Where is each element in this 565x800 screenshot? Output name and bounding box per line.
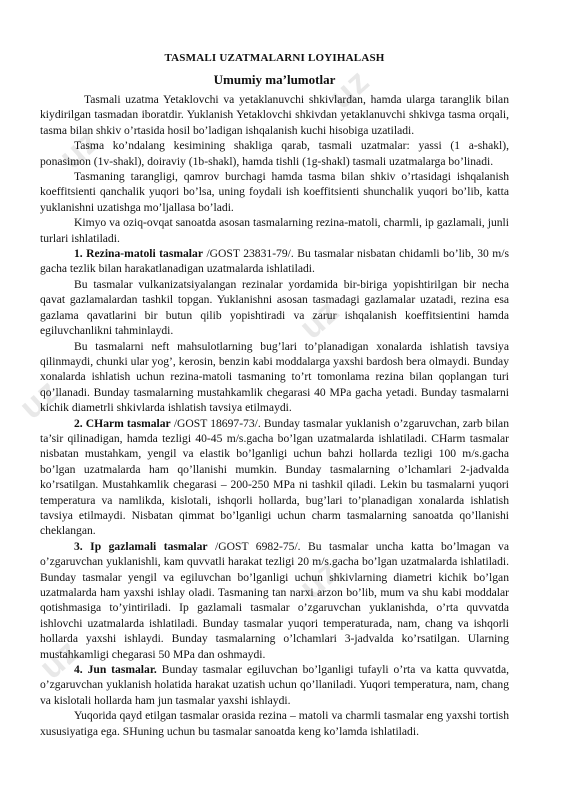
paragraph-conclusion: Yuqorida qayd etilgan tasmalar orasida rezina – matoli va charmli tasmalar eng yaxshi tortish xususiyatiga ega. SHuning uchun bu tasmalar sanoatda keng ko’lamda ishlatiladi. [40, 709, 509, 738]
paragraph-classification: Tasma ko’ndalang kesimining shakliga qarab, tasmali uzatmalar: yassi (1 a-shakl), ponasimon (1v-shakl), doiraviy (1b-shakl), hamda tishli (1g-shakl) tasmali uzatmalarga bo’linadi. [40, 139, 509, 168]
paragraph-cotton [40, 539, 509, 662]
item-heading: 2. CHarm tasmalar [74, 416, 171, 430]
watermark-text: uz [12, 371, 68, 427]
paragraph-wool [40, 662, 509, 708]
paragraph-rubber-structure: Bu tasmalar vulkanizatsiyalangan rezinalar yordamida bir-biriga yopishtirilgan bir necha qavat gazlamalardan tashkil topgan. Yuklanishni asosan tasmadagi gazlamalar uzatadi, rezina esa gazlama qavatlarini bir butun qilib yopishtiradi va zarur ishqalanish koeffitsientini hamda egiluvchanlikni tahminlaydi. [40, 277, 509, 338]
item-text: /GOST 23831-79/. Bu tasmalar nisbatan chidamli bo’lib, 30 m/s gacha tezlik bilan harakatlanadigan uzatmalarda ishlatiladi. [40, 247, 510, 276]
document-title: TASMALI UZATMALARNI LOYIHALASH [164, 52, 385, 64]
item-heading: 4. Jun tasmalar. [74, 663, 157, 677]
paragraph-rubber-usage: Bu tasmalarni neft mahsulotlarning bug’lari to’planadigan xonalarda ishlatish tavsiya qilinmaydi, chunki ular yog’, kerosin, benzin kabi moddalarga yaxshi bardosh bera olmaydi. Bunday xonalarda ishlatish uchun rezina-matoli tasmaning to’rt tomonlama rezina bilan qoplangan turi qo’llanadi. Bunday tasmalarning mustahkamlik chegarasi 40 MPa gacha yetadi. Bunday tasmalarni kichik diametrli shkivlarda ishlatish tavsiya etilmaydi. [40, 339, 509, 415]
paragraph-leather [40, 416, 509, 539]
watermark-text: uz [322, 61, 378, 117]
item-text: /GOST 18697-73/. Bunday tasmalar yuklanish o’zgaruvchan, zarb bilan ta’sir qilinadigan, hamda tezligi 40-45 m/s.gacha bo’lgan uzatmalarda ishlatiladi. CHarm tasmalar nisbatan mustahkam, yengil va elastik bo’lganligi uchun bahzi hollarda tezligi 100 m/s.gacha bo’lgan uzatmalarda ham qo’llanishi mumkin. Bunday tasmalarning o’lchamlari 2-jadvalda ko’rsatilgan. Mustahkamlik chegarasi – 200-250 MPa ni tashkil qiladi. Lekin bu tasmalarni yuqori temperatura va namlikda, kislotali, ishqorli hollarda, bug’lari to’planadigan xonalarda ishlatish tavsiya etilmaydi. Nisbatan qimmat bo’lganligi uchun charm tasmalarning sanoatda qo’llanishi cheklangan. [40, 416, 509, 538]
item-text: /GOST 6982-75/. Bu tasmalar uncha katta bo’lmagan va o’zgaruvchan yuklanishli, kam quvvatli harakat tezligi 20 m/s.gacha bo’lgan uzatmalarda ishlatiladi. Bunday tasmalar yengil va egiluvchan bo’lganligi uchun shkivlarning diametri kichik bo’lgan uzatmalarda ham yaxshi ishlay oladi. Tasmaning tan narxi arzon bo’lib, mum va shu kabi moddalar qotishmasiga to’yintiriladi. Ip gazlamali tasmalar o’zgaruvchan yuklanishda, o’rta quvvatda ishlovchi uzatmalarda ishlatiladi. Bunday tasmalar yuqori temperaturada, nam, chang va ishqorli hollarda yaxshi ishlaydi. Bunday tasmalarning o’lchamlari 3-jadvalda ko’rsatilgan. Ularning mustahkamligi chegarasi 50 MPa dan oshmaydi. [40, 539, 509, 661]
watermark-text: uz [292, 551, 348, 607]
paragraph-efficiency: Tasmaning tarangligi, qamrov burchagi hamda tasma bilan shkiv o’rtasidagi ishqalanish koeffitsienti qanchalik yuqori bo’lsa, uning foydali ish koeffitsienti shunchalik yuqori bo’lib, katta yuklanishni uzatishga mo’ljallasa bo’ladi. [40, 170, 509, 214]
paragraph-rubber-fabric [40, 246, 509, 277]
paragraph-intro: Tasmali uzatma Yetaklovchi va yetaklanuvchi shkivlardan, hamda ularga taranglik bilan kiydirilgan tasmadan iboratdir. Yuklanish Yetaklovchi shkivdan yetaklanuvchi shkivga tasma orqali, tasma bilan shkiv o’rtasida hosil bo’ladigan ishqalanish kuchi hisobiga uzatiladi. [40, 93, 509, 137]
paragraph-types: Kimyo va oziq-ovqat sanoatda asosan tasmalarning rezina-matoli, charmli, ip gazlamali, junli turlari ishlatiladi. [40, 216, 509, 245]
section-heading: Umumiy ma’lumotlar [213, 72, 336, 87]
watermark-text: uz [292, 291, 348, 347]
item-text: Bunday tasmalar egiluvchan bo’lganligi tufayli o’rta va katta quvvatda, o’zgaruvchan yuklanish holatida harakat uzatish uchun qo’llaniladi. Yuqori temperatura, nam, chang va kislotali hollarda ham jun tasmalar yaxshi ishlaydi. [40, 663, 509, 707]
watermark-text: uz [32, 631, 88, 687]
watermark-text: uz [52, 121, 108, 177]
item-heading: 1. Rezina-matoli tasmalar [74, 247, 203, 261]
item-heading: 3. Ip gazlamali tasmalar [74, 539, 208, 553]
